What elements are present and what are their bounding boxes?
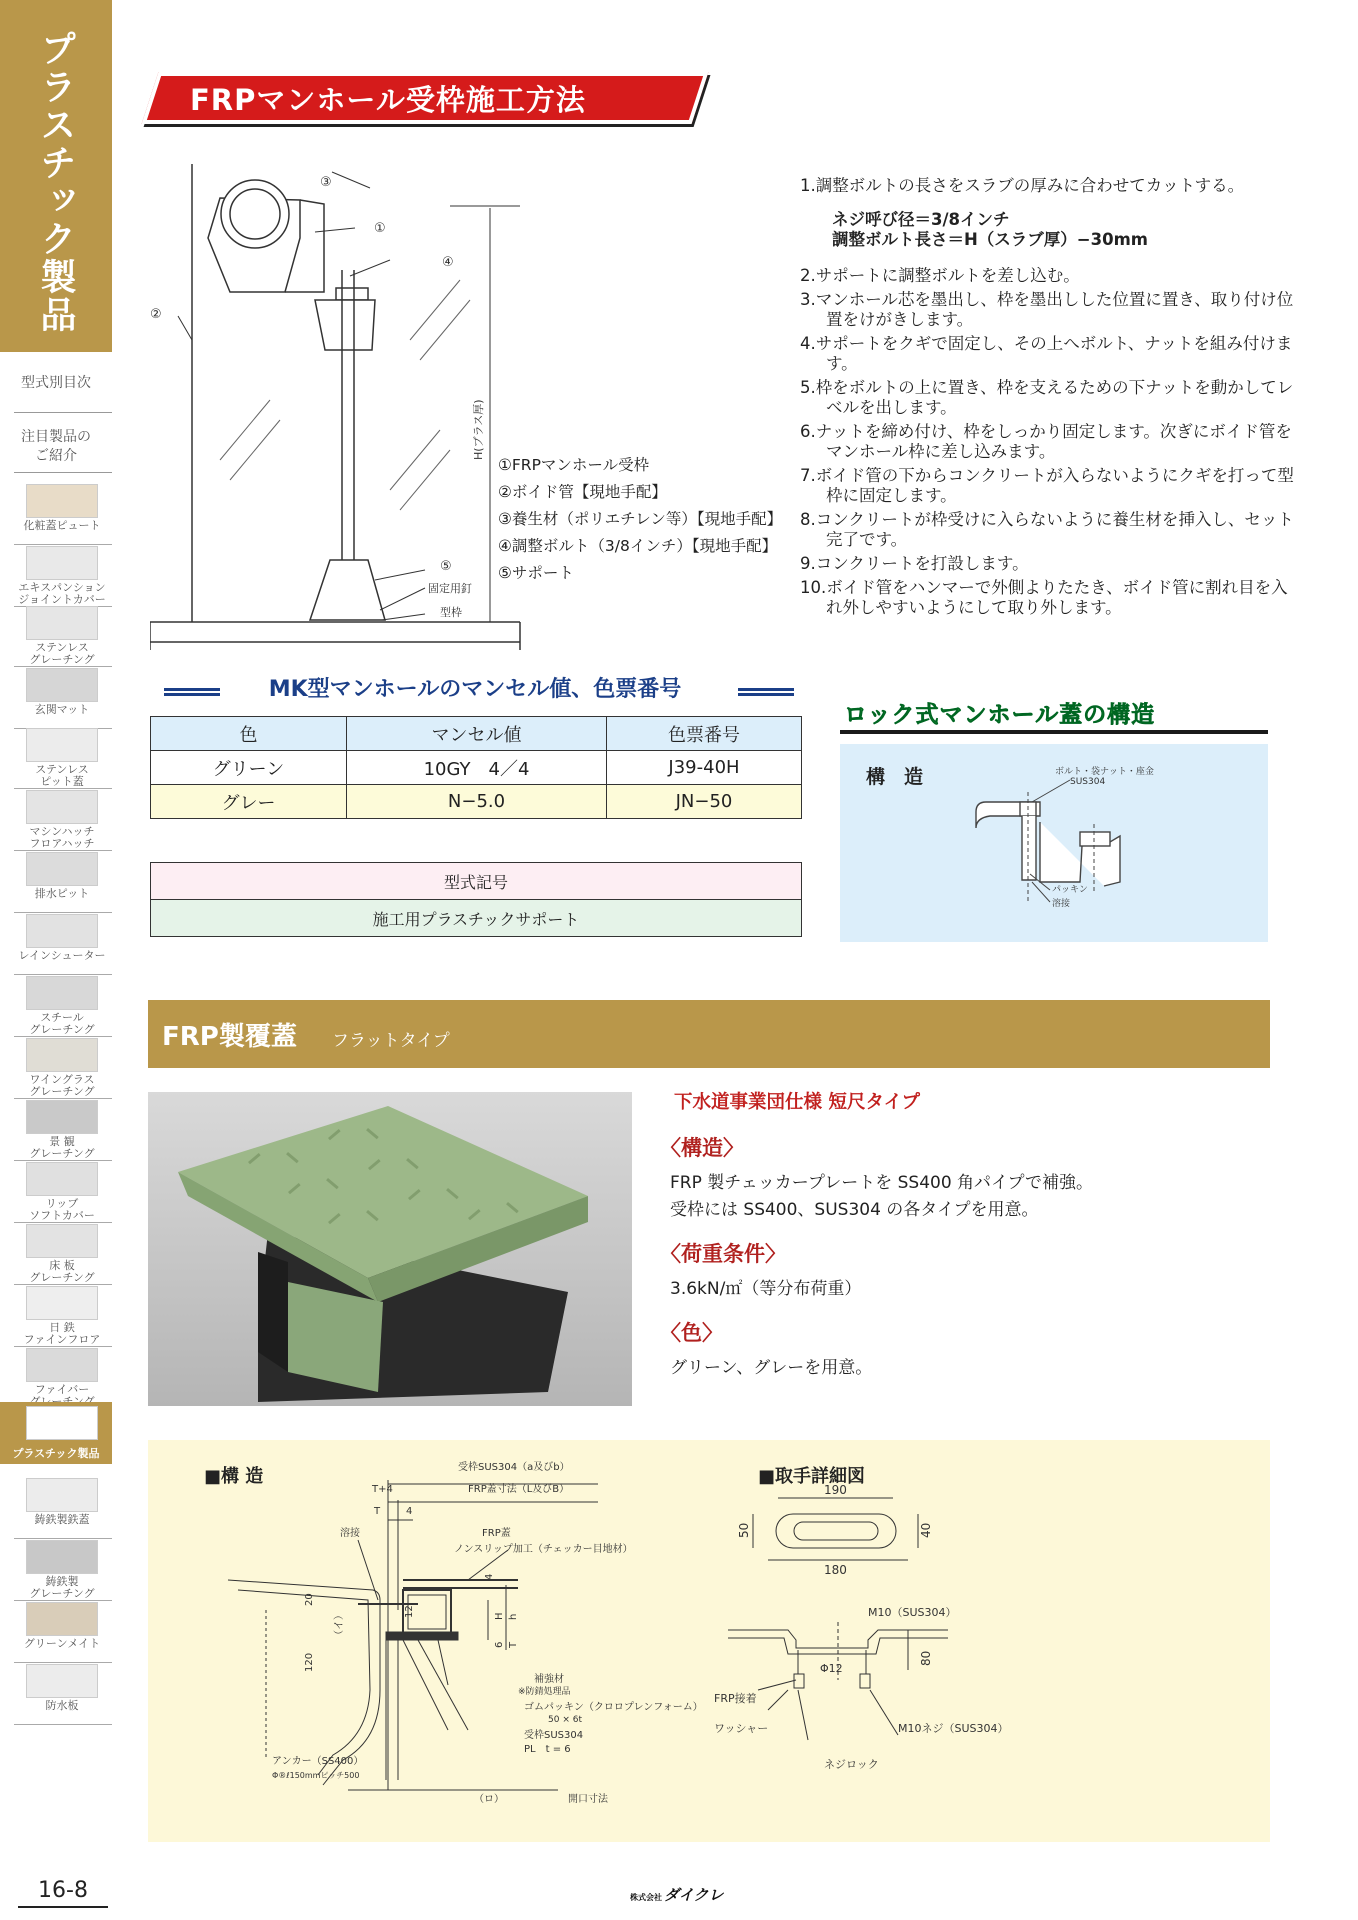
page-number: 16-8 [18, 1878, 108, 1908]
step-item: 5.枠をボルトの上に置き、枠を支えるための下ナットを動かしてレベルを出します。 [800, 378, 1294, 417]
bolt-spec-line: ネジ呼び径＝3/8インチ [832, 210, 1010, 229]
sidebar-item-label: レインシューター [18, 949, 106, 962]
product-thumbnail [26, 1162, 98, 1196]
table-cell: JN−50 [607, 785, 802, 819]
category-label: プラスチック製品 [35, 30, 76, 334]
table-header: 色 [151, 717, 347, 751]
sidebar-item[interactable] [12, 976, 112, 1036]
step-item: 9.コンクリートを打設します。 [800, 554, 1029, 573]
label-frp-lid: FRP蓋 [482, 1528, 511, 1539]
step-item: 8.コンクリートが枠受けに入らないように養生材を挿入し、セット完了です。 [800, 510, 1294, 549]
sidebar-item-label: グリーンメイト [23, 1637, 101, 1650]
legend-item: ②ボイド管【現地手配】 [498, 483, 667, 501]
table-header: 色票番号 [607, 717, 802, 751]
lock-sus-label: SUS304 [1070, 777, 1106, 787]
sidebar-item-active[interactable] [0, 1402, 112, 1464]
label-anchor: アンカー（SS400） [272, 1756, 364, 1767]
spec-text: グリーン、グレーを用意。 [670, 1358, 873, 1378]
table-cell: J39-40H [607, 751, 802, 785]
handle-title: ■取手詳細図 [758, 1466, 866, 1487]
sidebar-item[interactable] [12, 728, 112, 788]
sidebar-divider [14, 1662, 112, 1663]
sidebar-item[interactable] [12, 1348, 112, 1408]
sidebar-divider [14, 1036, 112, 1037]
section-title-banner [150, 72, 700, 124]
sidebar-item[interactable] [12, 606, 112, 666]
sidebar-item-label: ファイバー [34, 1383, 90, 1396]
label-phi12: Φ12 [820, 1662, 843, 1675]
lock-diagram [970, 762, 1170, 912]
munsell-title: MK型マンホールのマンセル値、色票番号 [268, 677, 682, 702]
sidebar-item-label: 化粧蓋ピュート [23, 519, 101, 532]
structure-title: ■構 造 [204, 1466, 264, 1487]
product-thumbnail [26, 1286, 98, 1320]
dim-20: 20 [304, 1593, 315, 1606]
sidebar-item-label: 床 板 グレーチング [29, 1259, 95, 1284]
bolt-spec-line: 調整ボルト長さ＝H（スラブ厚）−30mm [832, 230, 1148, 249]
dim-180: 180 [824, 1563, 847, 1577]
sidebar-item-label: 防水板 [45, 1699, 79, 1712]
label-washer: ワッシャー [714, 1722, 769, 1735]
product-thumbnail [26, 1038, 98, 1072]
label-ro: （ロ） [474, 1794, 504, 1805]
label-screw-lock: ネジロック [824, 1758, 879, 1771]
legend-item: ⑤サポート [498, 564, 574, 582]
frp-cover-illustration [148, 1092, 632, 1406]
sidebar-item-label: 景 観 グレーチング [29, 1135, 95, 1160]
sidebar-item[interactable] [12, 790, 112, 850]
sidebar-item[interactable] [12, 668, 112, 728]
table-header-row [151, 717, 802, 751]
sidebar-divider [14, 544, 112, 545]
legend-item: ④調整ボルト（3/8インチ）【現地手配】 [498, 537, 778, 555]
label-pl: PL t = 6 [524, 1744, 571, 1755]
label-m10: M10（SUS304） [868, 1606, 957, 1619]
section-title: FRPマンホール受枠施工方法 [190, 83, 586, 117]
structure-box [148, 1440, 1270, 1842]
dim-t: T [374, 1506, 381, 1517]
dim-4: 4 [406, 1506, 413, 1517]
dim-190: 190 [824, 1483, 847, 1497]
dim-tt: T [508, 1641, 519, 1648]
step-item: 1.調整ボルトの長さをスラブの厚みに合わせてカットする。 [800, 176, 1245, 195]
lock-bolt-label: ボルト・袋ナット・座金 [1055, 767, 1154, 777]
sidebar-item[interactable] [12, 1224, 112, 1284]
product-thumbnail [26, 1478, 98, 1512]
sidebar-divider [14, 1600, 112, 1601]
step-item: 3.マンホール芯を墨出し、枠を墨出しした位置に置き、取り付け位置をけがきします。 [800, 290, 1294, 329]
dim-40: 40 [919, 1522, 933, 1538]
diagram-label-4: ④ [442, 255, 454, 270]
product-thumbnail [26, 1406, 98, 1440]
diagram-label-frame: 型枠 [440, 606, 462, 619]
step-item: 7.ボイド管の下からコンクリートが入らないようにクギを打って型枠に固定します。 [800, 466, 1294, 505]
dim-80: 80 [919, 1650, 933, 1666]
sidebar [0, 0, 112, 1920]
product-thumbnail [26, 1540, 98, 1574]
dim-12: 12 [404, 1605, 415, 1618]
step-item: 10.ボイド管をハンマーで外側よりたたき、ボイド管に割れ目を入れ外しやすいようにして取り外します。 [800, 578, 1288, 617]
spec-structure-heading: 〈構造〉 [660, 1136, 744, 1160]
sidebar-item-label: 鋳鉄製鉄蓋 [34, 1513, 90, 1526]
label-nonslip: ノンスリップ加工（チェッカー目地材） [454, 1544, 633, 1555]
table-cell: 10GY 4／4 [347, 751, 607, 785]
spec-title: 下水道事業団仕様 短尺タイプ [674, 1092, 921, 1113]
company-prefix: 株式会社 [630, 1893, 662, 1902]
sidebar-divider [14, 412, 112, 413]
dim-lid: FRP蓋寸法（L及びB） [468, 1484, 570, 1495]
sidebar-link-featured[interactable]: 注目製品の ご紹介 [21, 429, 91, 464]
diagram-label-1: ① [374, 221, 386, 236]
sidebar-item-label: ワイングラス グレーチング [29, 1073, 95, 1098]
label-rubber-dim: 50 × 6t [548, 1715, 582, 1725]
dim-120: 120 [304, 1652, 315, 1672]
munsell-table [150, 716, 802, 819]
sidebar-item-label: 鋳鉄製 グレーチング [29, 1575, 95, 1600]
product-thumbnail [26, 1100, 98, 1134]
product-thumbnail [26, 1664, 98, 1698]
heading-decoration [164, 688, 220, 696]
sidebar-item[interactable] [12, 1602, 112, 1662]
product-thumbnail [26, 1224, 98, 1258]
lock-structure-box [840, 744, 1268, 942]
sidebar-item[interactable] [12, 546, 112, 606]
bolt-spec [800, 210, 1300, 250]
spec-color-heading: 〈色〉 [660, 1321, 723, 1345]
table-cell: グリーン [151, 751, 347, 785]
step-item: 4.サポートをクギで固定し、その上へボルト、ナットを組み付けます。 [800, 334, 1293, 373]
sidebar-item[interactable] [12, 1478, 112, 1538]
sidebar-item-label: リッブ ソフトカバー [29, 1197, 95, 1222]
sidebar-item[interactable] [12, 1664, 112, 1724]
diagram-label-3: ③ [320, 175, 332, 190]
diagram-label-nail: 固定用釘 [428, 582, 472, 595]
label-opening: 開口寸法 [568, 1794, 608, 1805]
sidebar-divider [14, 1098, 112, 1099]
table-row [151, 785, 802, 819]
product-thumbnail [26, 484, 98, 518]
sidebar-divider [14, 974, 112, 975]
sidebar-item[interactable] [12, 914, 112, 974]
diagram-label-2: ② [150, 307, 162, 322]
label-weld: 溶接 [340, 1528, 360, 1539]
sidebar-divider [14, 1538, 112, 1539]
label-frp-bond: FRP接着 [714, 1692, 757, 1705]
sidebar-item-label: 排水ピット [34, 887, 90, 900]
label-m10-screw: M10ネジ（SUS304） [898, 1722, 1009, 1735]
sidebar-item[interactable] [12, 1540, 112, 1600]
sidebar-item-label: スチール グレーチング [29, 1011, 95, 1036]
label-frame-sus2: 受枠SUS304 [524, 1730, 584, 1741]
product-thumbnail [26, 728, 98, 762]
frp-subtitle: フラットタイプ [332, 1031, 450, 1051]
label-rubber: ゴムパッキン（クロロプレンフォーム） [524, 1702, 703, 1713]
heading-decoration [738, 688, 794, 696]
dim-i: （イ） [334, 1610, 345, 1640]
table-cell: グレー [151, 785, 347, 819]
step-item: 6.ナットを締め付け、枠をしっかり固定します。次ぎにボイド管をマンホール枠に差し込みます。 [800, 422, 1292, 461]
legend-item: ①FRPマンホール受枠 [498, 456, 650, 474]
dim-6: 6 [494, 1641, 505, 1648]
product-thumbnail [26, 976, 98, 1010]
sidebar-item-label: マシンハッチ フロアハッチ [29, 825, 95, 850]
diagram-label-5: ⑤ [440, 559, 452, 574]
sidebar-divider [14, 666, 112, 667]
product-thumbnail [26, 790, 98, 824]
table-row [151, 751, 802, 785]
spec-text: 3.6kN/㎡（等分布荷重） [670, 1279, 862, 1299]
diagram-legend [498, 452, 782, 587]
sidebar-item-label: プラスチック製品 [12, 1447, 100, 1460]
spec-text: FRP 製チェッカープレートを SS400 角パイプで補強。 [670, 1173, 1094, 1193]
frp-title: FRP製覆蓋 [162, 1022, 297, 1052]
dim-50: 50 [737, 1522, 751, 1538]
sidebar-item[interactable] [12, 1100, 112, 1160]
sidebar-item-label: ステンレス ピット蓋 [35, 763, 89, 788]
product-thumbnail [26, 546, 98, 580]
dim-h: H [494, 1612, 505, 1620]
sidebar-divider [14, 472, 112, 473]
frp-cover-photo [148, 1092, 632, 1406]
table-cell: N−5.0 [347, 785, 607, 819]
sidebar-item-label: エキスパンション ジョイントカバー [18, 581, 106, 606]
step-item: 2.サポートに調整ボルトを差し込む。 [800, 266, 1080, 285]
sidebar-item[interactable] [12, 484, 112, 544]
sidebar-divider [14, 912, 112, 913]
frp-section-bar [148, 1000, 1270, 1068]
table-header: マンセル値 [347, 717, 607, 751]
product-thumbnail [26, 1348, 98, 1382]
dim-4b: 4 [484, 1573, 495, 1580]
dim-hh: h [508, 1613, 519, 1620]
sidebar-item-label: 玄関マット [34, 703, 90, 716]
sidebar-item-label: ステンレス グレーチング [29, 641, 95, 666]
label-reinforce: 補強材 [534, 1674, 564, 1685]
sidebar-divider [14, 1346, 112, 1347]
frp-spec [660, 1088, 1270, 1382]
structure-drawings [148, 1440, 1270, 1842]
product-thumbnail [26, 606, 98, 640]
dim-frame-sus: 受枠SUS304（a及びb） [458, 1462, 570, 1473]
label-rust: ※防錆処理品 [518, 1687, 571, 1697]
sidebar-item[interactable] [12, 1162, 112, 1222]
sidebar-item[interactable] [12, 1038, 112, 1098]
installation-steps [800, 176, 1300, 622]
lock-label: 構 造 [866, 766, 924, 788]
company-logo [630, 1884, 723, 1905]
model-value: 施工用プラスチックサポート [151, 900, 802, 937]
product-thumbnail [26, 668, 98, 702]
sidebar-item[interactable] [12, 1286, 112, 1346]
sidebar-divider [14, 1724, 112, 1725]
product-thumbnail [26, 1602, 98, 1636]
sidebar-item-label: 日 鉄 ファインフロア [23, 1321, 101, 1346]
model-header: 型式記号 [151, 863, 802, 900]
model-table [150, 862, 802, 937]
spec-load-heading: 〈荷重条件〉 [660, 1242, 786, 1266]
munsell-heading [150, 672, 800, 712]
spec-text: 受枠には SS400、SUS304 の各タイプを用意。 [670, 1200, 1039, 1220]
sidebar-divider [14, 1284, 112, 1285]
sidebar-divider [14, 788, 112, 789]
sidebar-divider [14, 850, 112, 851]
lock-title: ロック式マンホール蓋の構造 [844, 702, 1156, 728]
category-tab[interactable] [0, 0, 112, 352]
legend-item: ③養生材（ポリエチレン等）【現地手配】 [498, 510, 783, 528]
sidebar-item[interactable] [12, 852, 112, 912]
lock-weld-label: 溶接 [1052, 899, 1071, 909]
diagram-label-height: H(ブラス厚) [472, 399, 485, 460]
sidebar-link-index[interactable]: 型式別目次 [21, 375, 91, 391]
lock-packing-label: パッキン [1052, 885, 1088, 895]
company-name: ダイクレ [664, 1886, 724, 1904]
dim-t4: T+4 [372, 1484, 393, 1495]
lock-heading [840, 694, 1268, 734]
label-pitch: Φ®ℓ150mmピッチ500 [272, 1771, 360, 1780]
installation-diagram [150, 160, 530, 650]
sidebar-divider [14, 1160, 112, 1161]
sidebar-divider [14, 1222, 112, 1223]
product-thumbnail [26, 914, 98, 948]
product-thumbnail [26, 852, 98, 886]
